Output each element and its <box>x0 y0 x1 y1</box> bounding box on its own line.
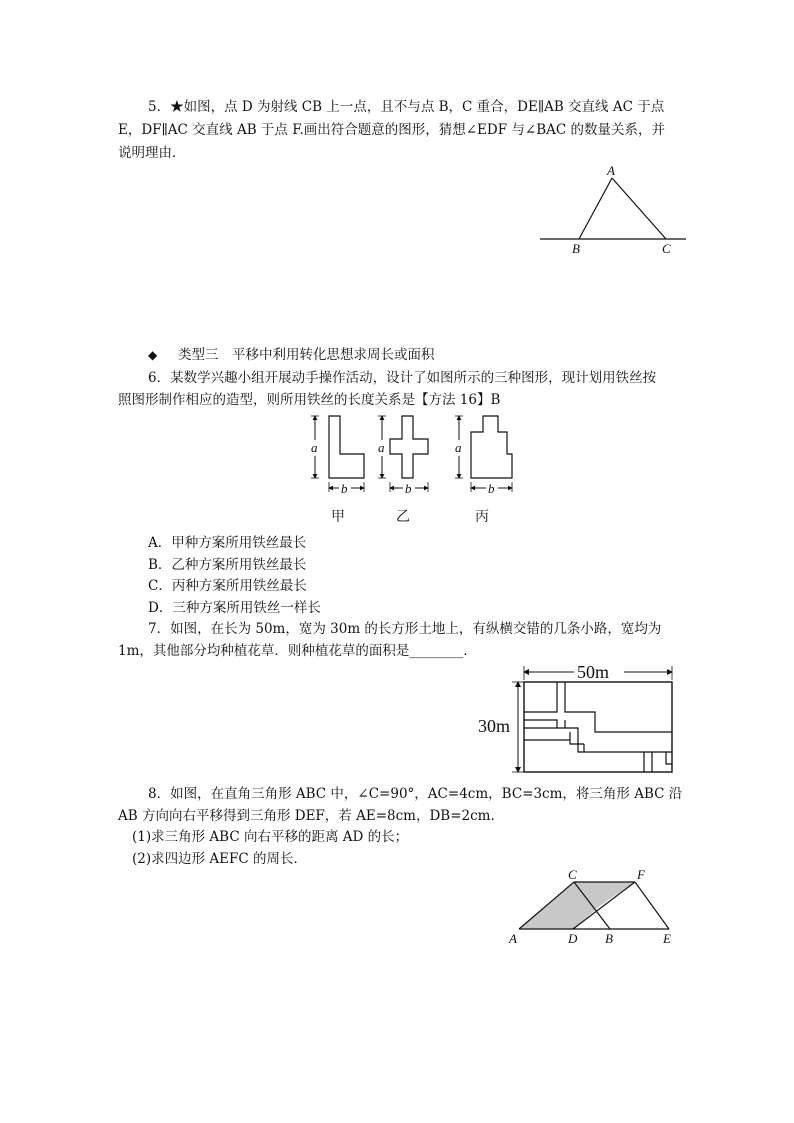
q7-line-1: 7．如图，在长为 50m，宽为 30m 的长方形土地上，有纵横交错的几条小路，宽均为 <box>148 621 662 637</box>
q8-part-2: (2)求四边形 AEFC 的周长． <box>132 851 308 867</box>
q8-label-e: E <box>663 931 671 946</box>
q5-label-b: B <box>572 241 580 256</box>
shape-yi-dim-b: b <box>405 481 412 496</box>
q8-part-1: (1)求三角形 ABC 向右平移的距离 AD 的长； <box>132 829 409 845</box>
section-title: 类型三 平移中利用转化思想求周长或面积 <box>178 347 435 363</box>
q5-label-a: A <box>607 163 615 178</box>
q6-option-a: A．甲种方案所用铁丝最长 <box>148 535 307 551</box>
shape-jia-dim-b: b <box>341 481 348 496</box>
shape-label-yi: 乙 <box>396 510 410 525</box>
q7-field-figure <box>476 660 686 780</box>
shape-label-jia: 甲 <box>331 510 345 525</box>
q8-label-d: D <box>568 931 578 946</box>
q8-line-2: AB 方向向右平移得到三角形 DEF，若 AE=8cm，DB=2cm. <box>118 808 495 824</box>
q7-line-2: 1m，其他部分均种植花草．则种植花草的面积是________． <box>118 643 477 659</box>
q6-line-1: 6．某数学兴趣小组开展动手操作活动，设计了如图所示的三种图形，现计划用铁丝按 <box>148 370 657 386</box>
q6-line-2: 照图形制作相应的造型，则所用铁丝的长度关系是【方法 16】B <box>118 392 501 408</box>
q8-label-b: B <box>605 931 613 946</box>
shape-label-bing: 丙 <box>475 510 489 525</box>
shaded-region <box>519 882 635 929</box>
q5-triangle-figure <box>530 160 690 260</box>
q5-label-c: C <box>662 241 671 256</box>
shape-jia-dim-a: a <box>311 440 318 455</box>
shape-jia <box>309 416 364 496</box>
q8-label-a: A <box>509 931 517 946</box>
q8-translation-figure <box>505 865 685 950</box>
q8-label-c: C <box>568 867 577 882</box>
q5-line-2: E，DF∥AC 交直线 AB 于点 F.画出符合题意的图形，猜想∠EDF 与∠BAC 的数量关系，并 <box>118 122 665 138</box>
q6-option-c: C．丙种方案所用铁丝最长 <box>148 578 307 594</box>
shape-bing-dim-b: b <box>488 481 495 496</box>
q8-label-f: F <box>637 867 645 882</box>
q6-option-b: B．乙种方案所用铁丝最长 <box>148 557 307 573</box>
shape-bing-dim-a: a <box>455 440 462 455</box>
q7-length-label: 50m <box>577 662 610 682</box>
shape-yi-dim-a: a <box>378 440 385 455</box>
shape-yi <box>376 416 428 496</box>
q6-shapes-figure <box>300 410 530 530</box>
q5-line-1: 5．★如图，点 D 为射线 CB 上一点，且不与点 B，C 重合，DE∥AB 交直线 AC 于点 <box>148 99 665 115</box>
q8-line-1: 8．如图，在直角三角形 ABC 中，∠C=90°，AC=4cm，BC=3cm，将三角形 ABC 沿 <box>148 786 683 802</box>
section-bullet-icon: ◆ <box>148 348 158 362</box>
q5-line-3: 说明理由． <box>118 145 186 161</box>
shape-bing <box>453 416 512 496</box>
q6-option-d: D．三种方案所用铁丝一样长 <box>148 600 321 616</box>
q7-width-label: 30m <box>478 716 511 736</box>
